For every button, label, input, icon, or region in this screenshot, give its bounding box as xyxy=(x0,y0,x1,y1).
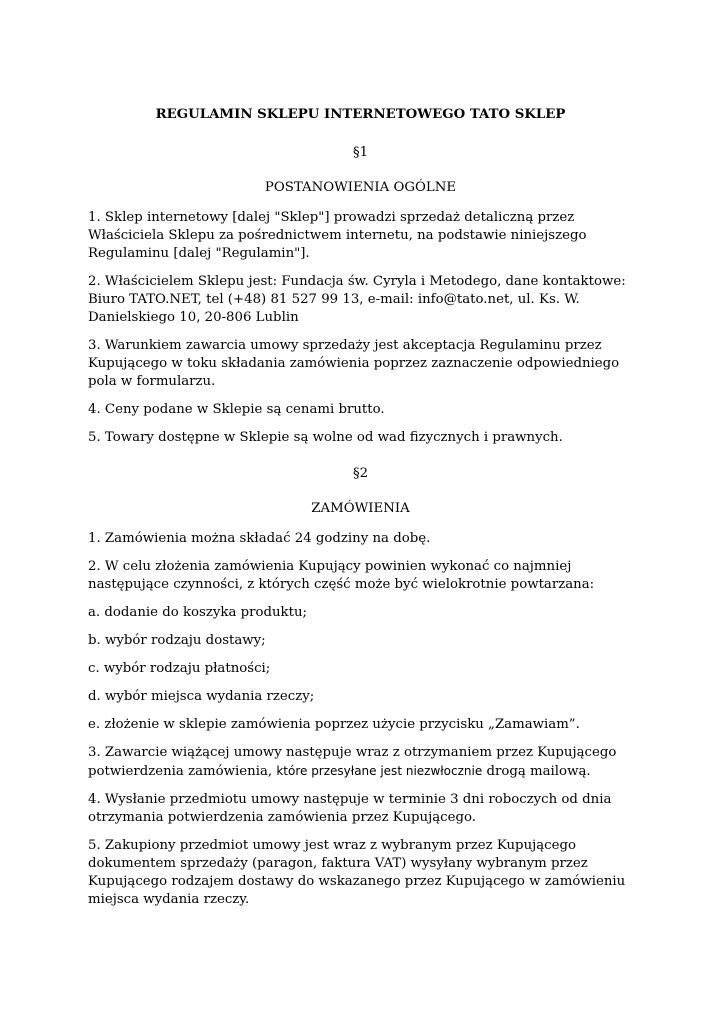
section-2-paragraph-5: 5. Zakupiony przedmiot umowy jest wraz z wybranym przez Kupującego dokumentem sprzedaży (paragon, faktura VAT) wysyłany wybranym przez Kupującego rodzajem dostawy do wskazanego przez Kupującego w zamówieniu miejsca wydania rzeczy. xyxy=(88,838,626,907)
section-1-paragraph-3: 3. Warunkiem zawarcia umowy sprzedaży jest akceptacja Regulaminu przez Kupującego w toku składania zamówienia poprzez zaznaczenie odpowiedniego pola w formularzu. xyxy=(88,338,620,389)
section-2-list-item-a: a. dodanie do koszyka produktu; xyxy=(88,605,308,620)
section-2-paragraph-3-main: 3. Zawarcie wiążącej umowy następuje wraz z otrzymaniem przez Kupującego potwierdzenia zamówienia, xyxy=(88,745,617,779)
section-2-paragraph-1: 1. Zamówienia można składać 24 godziny na dobę. xyxy=(88,531,431,546)
section-1-paragraph-5: 5. Towary dostępne w Sklepie są wolne od wad fizycznych i prawnych. xyxy=(88,430,563,445)
section-2-sign: §2 xyxy=(352,466,369,481)
section-2-list-item-d: d. wybór miejsca wydania rzeczy; xyxy=(88,689,315,704)
section-2-paragraph-3-inline: które przesyłane jest niezwłocznie xyxy=(276,764,483,778)
section-2-paragraph-3 xyxy=(88,744,633,781)
section-1-sign: §1 xyxy=(352,145,369,160)
section-2-paragraph-3-end: drogą mailową. xyxy=(482,764,591,779)
section-1-heading: POSTANOWIENIA OGÓLNE xyxy=(264,180,457,195)
section-2-list-item-c: c. wybór rodzaju płatności; xyxy=(88,661,271,676)
section-1-paragraph-2: 2. Właścicielem Sklepu jest: Fundacja św. Cyryla i Metodego, dane kontaktowe: Biuro TATO.NET, tel (+48) 81 527 99 13, e-mail: info@tato.net, ul. Ks. W. Danielskiego 10, 20-806 Lublin xyxy=(88,274,626,325)
section-1-paragraph-4: 4. Ceny podane w Sklepie są cenami brutto. xyxy=(88,402,385,417)
section-2-paragraph-2: 2. W celu złożenia zamówienia Kupujący powinien wykonać co najmniej następujące czynności, z których część może być wielokrotnie powtarzana: xyxy=(88,559,595,592)
section-2-list-item-b: b. wybór rodzaju dostawy; xyxy=(88,633,266,648)
section-2-paragraph-4: 4. Wysłanie przedmiotu umowy następuje w terminie 3 dni roboczych od dnia otrzymania potwierdzenia zamówienia przez Kupującego. xyxy=(88,792,612,825)
document-body xyxy=(88,106,633,919)
section-2-heading: ZAMÓWIENIA xyxy=(311,501,410,516)
section-1-paragraph-1: 1. Sklep internetowy [dalej "Sklep"] prowadzi sprzedaż detaliczną przez Właściciela Sklepu za pośrednictwem internetu, na podstawie niniejszego Regulaminu [dalej "Regulamin"]. xyxy=(88,210,587,261)
document-title: REGULAMIN SKLEPU INTERNETOWEGO TATO SKLEP xyxy=(155,107,566,122)
section-2-list-item-e: e. złożenie w sklepie zamówienia poprzez użycie przycisku „Zamawiam”. xyxy=(88,717,580,732)
